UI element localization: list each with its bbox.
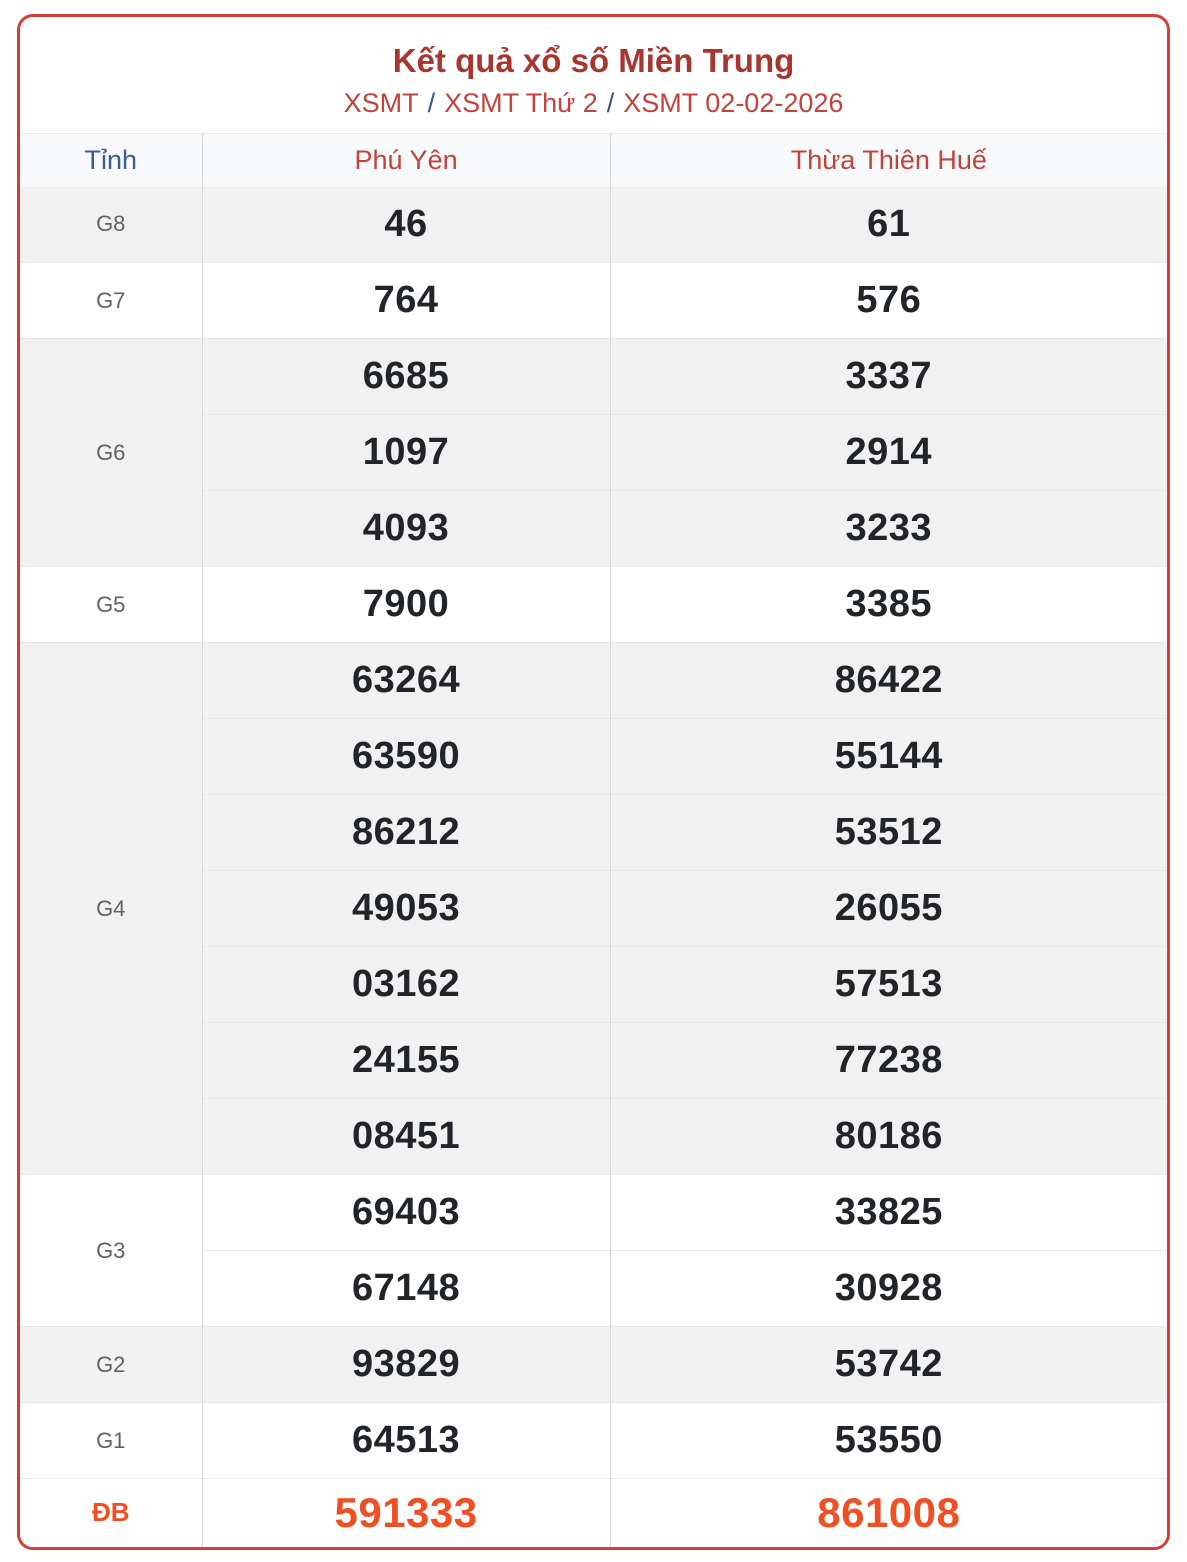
results-table	[20, 133, 1167, 1547]
result-number: 7900	[202, 567, 610, 643]
result-number: 49053	[202, 871, 610, 947]
table-row	[20, 187, 1167, 263]
result-number: 69403	[202, 1175, 610, 1251]
result-number: 86212	[202, 795, 610, 871]
prize-label-g2: G2	[20, 1327, 202, 1403]
result-number: 764	[202, 263, 610, 339]
result-number: 53512	[834, 811, 943, 853]
lottery-results-card	[17, 14, 1170, 1550]
result-number: 53550	[834, 1419, 943, 1461]
result-number: 1097	[202, 415, 610, 491]
result-number: 55144	[834, 735, 943, 777]
result-number: 6685	[202, 339, 610, 415]
column-header-thua-thien-hue: Thừa Thiên Huế	[790, 144, 987, 175]
breadcrumb	[20, 87, 1167, 119]
result-number: 86422	[834, 659, 943, 701]
result-number: 93829	[202, 1327, 610, 1403]
result-number: 64513	[202, 1403, 610, 1479]
prize-label-g3: G3	[20, 1175, 202, 1327]
result-number: 3385	[845, 583, 933, 625]
table-row	[20, 1175, 1167, 1251]
result-number: 63590	[202, 719, 610, 795]
prize-label-g8: G8	[20, 187, 202, 263]
result-number: 46	[202, 187, 610, 263]
result-number: 80186	[834, 1115, 943, 1157]
breadcrumb-separator: /	[427, 88, 436, 118]
result-number: 57513	[834, 963, 943, 1005]
prize-label-g7: G7	[20, 263, 202, 339]
breadcrumb-link-xsmt-thu-2[interactable]: XSMT Thứ 2	[444, 88, 598, 118]
result-number: 61	[867, 202, 911, 245]
prize-label-g5: G5	[20, 567, 202, 643]
page	[0, 14, 1187, 1550]
table-row	[20, 643, 1167, 719]
prize-label-db: ĐB	[20, 1479, 202, 1547]
result-number: 63264	[202, 643, 610, 719]
prize-label-g1: G1	[20, 1403, 202, 1479]
result-number: 77238	[834, 1039, 943, 1081]
column-header-phu-yen: Phú Yên	[202, 134, 610, 187]
result-number: 591333	[202, 1479, 610, 1547]
table-row	[20, 1327, 1167, 1403]
result-number: 53742	[834, 1343, 943, 1385]
breadcrumb-link-xsmt[interactable]: XSMT	[343, 88, 419, 118]
table-row	[20, 263, 1167, 339]
result-number: 2914	[845, 431, 933, 473]
breadcrumb-separator: /	[606, 88, 615, 118]
result-number: 861008	[817, 1488, 961, 1536]
result-number: 24155	[202, 1023, 610, 1099]
result-number: 33825	[834, 1191, 943, 1233]
result-number: 3233	[845, 507, 933, 549]
result-number: 67148	[202, 1251, 610, 1327]
result-number: 30928	[834, 1267, 943, 1309]
page-title: Kết quả xổ số Miền Trung	[392, 42, 795, 79]
table-row	[20, 339, 1167, 415]
table-row	[20, 567, 1167, 643]
result-number: 26055	[834, 887, 943, 929]
table-row	[20, 1479, 1167, 1547]
table-row	[20, 1403, 1167, 1479]
prize-label-g6: G6	[20, 339, 202, 567]
result-number: 576	[856, 279, 922, 321]
breadcrumb-link-xsmt-date[interactable]: XSMT 02-02-2026	[623, 88, 844, 118]
column-header-province: Tỉnh	[20, 134, 202, 187]
table-header-row	[20, 134, 1167, 187]
result-number: 4093	[202, 491, 610, 567]
result-number: 08451	[202, 1099, 610, 1175]
result-number: 3337	[845, 355, 933, 397]
prize-label-g4: G4	[20, 643, 202, 1175]
result-number: 03162	[202, 947, 610, 1023]
